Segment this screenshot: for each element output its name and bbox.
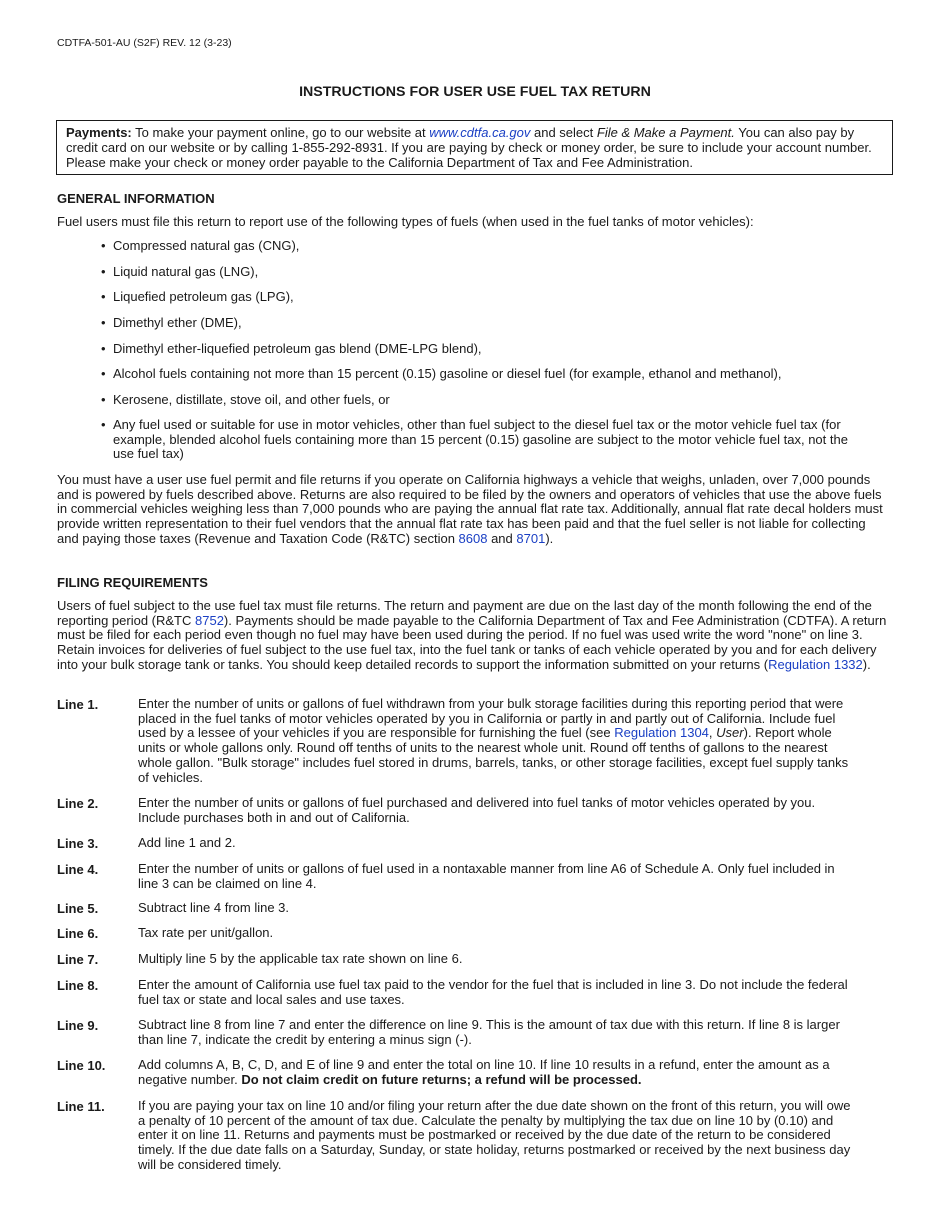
line-5-text: Subtract line 4 from line 3. [138,900,290,915]
permit-and: and [487,530,517,546]
line-6-text: Tax rate per unit/gallon. [138,925,274,940]
bullet-text: Dimethyl ether-liquefied petroleum gas blend (DME-LPG blend), [113,341,482,356]
line-2-text: Enter the number of units or gallons of fuel purchased and delivered into fuel tanks of motor vehicles operated by you. Include purchases both in and out of California. [138,795,816,825]
bullet-mark: • [101,289,106,304]
filing-heading: FILING REQUIREMENTS [57,575,208,590]
line-10-label: Line 10. [57,1058,106,1073]
line-1-text [138,697,858,785]
payments-box [56,120,893,175]
permit-text: You must have a user use fuel permit and file returns if you operate on California highways a vehicle that weighs, unladen, over 7,000 pounds and is powered by fuels described above. Returns are also required to be filed by the owners and operators of vehicles that use the above fuels in commercial vehicles weighing less than 7,000 pounds who are paying the annual flat rate tax. Additionally, annual flat rate decal holders must provide written representation to their fuel vendors that the annual flat rate tax has been paid and that the fuel seller is not liable for collecting and paying those taxes (Revenue and Taxation Code (R&TC) section [57,472,883,546]
line-1-text-b: ). Report whole units or whole gallons only. Round off tenths of units to the nearest whole unit. Round off tenths of gallons to the nearest whole gallon. "Bulk storage" includes fuel stored in drums, barrels, tanks, or other storage facilities, except fuel supply tanks of vehicles. [138,725,849,785]
regulation-1304-link[interactable]: Regulation 1304 [614,725,709,741]
payments-text-1: To make your payment online, go to our website at [131,125,430,140]
permit-paragraph [57,473,887,547]
bullet-text: Alcohol fuels containing not more than 15 percent (0.15) gasoline or diesel fuel (for example, ethanol and methanol), [113,366,782,381]
form-id: CDTFA-501-AU (S2F) REV. 12 (3-23) [57,37,232,49]
list-item [101,342,871,357]
line-10-text-bold: Do not claim credit on future returns; a refund will be processed. [241,1071,642,1087]
list-item [101,239,871,254]
line-4-text: Enter the number of units or gallons of fuel used in a nontaxable manner from line A6 of Schedule A. Only fuel included in line 3 can be claimed on line 4. [138,861,835,891]
page-title: INSTRUCTIONS FOR USER USE FUEL TAX RETURN [299,84,651,100]
line-6-label: Line 6. [57,926,99,941]
line-2-label: Line 2. [57,796,99,811]
regulation-1332-link[interactable]: Regulation 1332 [768,656,863,672]
line-11-label: Line 11. [57,1099,105,1114]
payments-label: Payments: [66,125,132,140]
list-item [101,367,871,382]
general-heading: GENERAL INFORMATION [57,191,215,206]
payments-action: File & Make a Payment. [596,125,735,140]
bullet-text: Kerosene, distillate, stove oil, and other fuels, or [113,392,390,407]
section-8608-link[interactable]: 8608 [458,530,488,546]
line-8-label: Line 8. [57,978,99,993]
line-7-text: Multiply line 5 by the applicable tax rate shown on line 6. [138,951,463,966]
bullet-text: Compressed natural gas (CNG), [113,238,300,253]
line-1-label: Line 1. [57,697,99,712]
payments-text-2: and select [530,125,597,140]
line-7-label: Line 7. [57,952,99,967]
line-4-label: Line 4. [57,862,99,877]
list-item [101,316,871,331]
line-11-text: If you are paying your tax on line 10 and/or filing your return after the due date shown on the front of this return, you will owe a penalty of 10 percent of the amount of tax due. Calculate the penalty by multiplying the tax due on line 10 by (0.10) and enter it on line 11. Returns and payments must be postmarked or received by the due date of the return to be considered timely. If the due date falls on a Saturday, Sunday, or state holiday, returns postmarked or received by the next business day will be considered timely. [138,1098,851,1172]
bullet-text: Liquefied petroleum gas (LPG), [113,289,294,304]
section-8752-link[interactable]: 8752 [195,612,224,628]
bullet-text: Any fuel used or suitable for use in motor vehicles, other than fuel subject to the diesel fuel tax or the motor vehicle fuel tax (for example, blended alcohol fuels containing more than 15 percent (0.15) gasoline are subject to the motor vehicle fuel tax, not the use fuel tax) [113,417,848,462]
line-9-text: Subtract line 8 from line 7 and enter the difference on line 9. This is the amount of tax due with this return. If line 8 is larger than line 7, indicate the credit by entering a minus sign (-). [138,1017,840,1047]
line-10-text [138,1058,858,1087]
line-9-label: Line 9. [57,1018,99,1033]
line-1-user: User [716,725,744,741]
general-intro: Fuel users must file this return to report use of the following types of fuels (when used in the fuel tanks of motor vehicles): [57,214,754,229]
bullet-text: Liquid natural gas (LNG), [113,264,259,279]
line-1-comma: , [708,725,717,741]
filing-text-1: Users of fuel subject to the use fuel tax must file returns. The return and payment are due on the last day of the month following the end of the reporting period (R&TC [57,598,872,628]
filing-text-2: ). Payments should be made payable to the California Department of Tax and Fee Administration (CDTFA). A return must be filed for each period even though no fuel may have been used during the period. If no fuel was used write the word "none" on line 3. Retain invoices for deliveries of fuel subject to the use fuel tax, into the fuel tank or tanks of each vehicle operated by you and for each delivery into your bulk storage tank or tanks. You should keep detailed records to support the information submitted on your returns ( [57,612,887,672]
line-3-text: Add line 1 and 2. [138,835,236,850]
line-3-label: Line 3. [57,836,99,851]
bullet-mark: • [101,315,106,330]
line-10-text-a: Add columns A, B, C, D, and E of line 9 and enter the total on line 10. If line 10 results in a refund, enter the amount as a negative number. [138,1057,830,1087]
bullet-mark: • [101,417,106,432]
list-item [101,290,871,305]
payments-text-3: You can also pay by credit card on our website or by calling 1-855-292-8931. If you are paying by check or money order, be sure to include your account number. Please make your check or money order payable to the California Department of Tax and Fee Administration. [66,125,872,170]
bullet-text: Dimethyl ether (DME), [113,315,242,330]
line-5-label: Line 5. [57,901,99,916]
filing-text-3: ). [862,656,871,672]
bullet-mark: • [101,392,106,407]
section-8701-link[interactable]: 8701 [516,530,546,546]
list-item [101,418,871,462]
bullet-mark: • [101,264,106,279]
line-1-text-a: Enter the number of units or gallons of fuel withdrawn from your bulk storage facilities during this reporting period that were placed in the fuel tanks of motor vehicles operated by you in California or partly in and partly out of California. Include fuel used by a lessee of your vehicles if you are responsible for furnishing the fuel (see [138,696,844,741]
website-link[interactable]: www.cdtfa.ca.gov [429,125,531,140]
permit-end: ). [545,530,554,546]
list-item [101,265,871,280]
list-item [101,393,871,408]
line-8-text: Enter the amount of California use fuel tax paid to the vendor for the fuel that is included in line 3. Do not include the federal fuel tax or state and local sales and use taxes. [138,977,848,1007]
bullet-mark: • [101,238,106,253]
bullet-mark: • [101,341,106,356]
filing-paragraph [57,599,887,673]
bullet-mark: • [101,366,106,381]
